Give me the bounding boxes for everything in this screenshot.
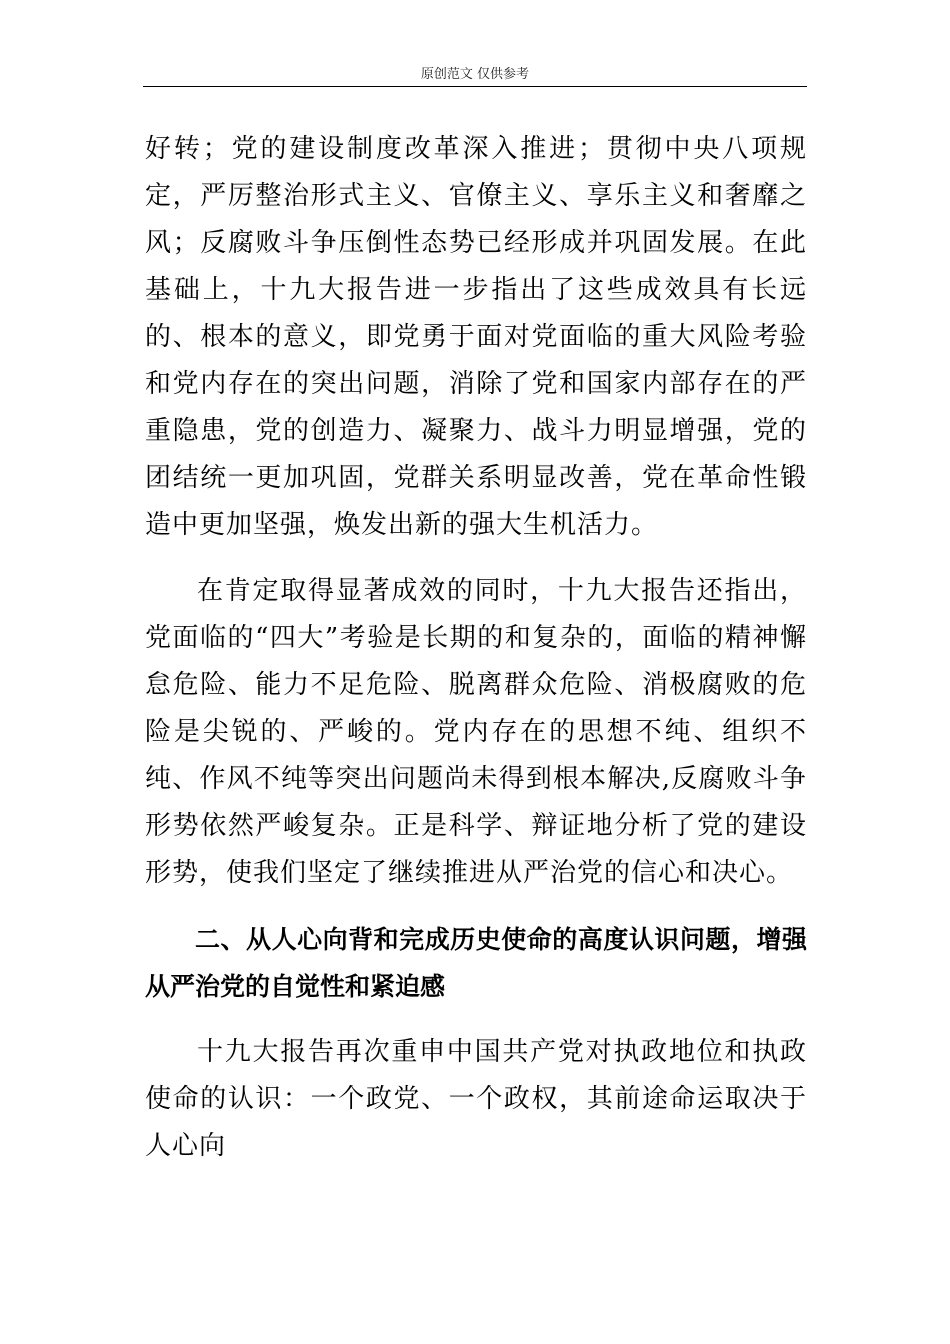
header-rule (143, 86, 807, 87)
document-body (145, 126, 807, 1170)
paragraph-continued: 好转；党的建设制度改革深入推进；贯彻中央八项规定，严厉整治形式主义、官僚主义、享乐主义和奢靡之风；反腐败斗争压倒性态势已经形成并巩固发展。在此基础上，十九大报告进一步指出了这些成效具有长远的、根本的意义，即党勇于面对党面临的重大风险考验和党内存在的突出问题，消除了党和国家内部存在的严重隐患，党的创造力、凝聚力、战斗力明显增强，党的团结统一更加巩固，党群关系明显改善，党在革命性锻造中更加坚强，焕发出新的强大生机活力。 (145, 134, 807, 540)
paragraph: 十九大报告再次重申中国共产党对执政地位和执政使命的认识：一个政党、一个政权，其前途命运取决于人心向 (145, 1037, 807, 1161)
section-heading: 二、从人心向背和完成历史使命的高度认识问题，增强从严治党的自觉性和紧迫感 (145, 925, 807, 1001)
paragraph: 在肯定取得显著成效的同时，十九大报告还指出，党面临的“四大”考验是长期的和复杂的，面临的精神懈怠危险、能力不足危险、脱离群众危险、消极腐败的危险是尖锐的、严峻的。党内存在的思想不纯、组织不纯、作风不纯等突出问题尚未得到根本解决,反腐败斗争形势依然严峻复杂。正是科学、辩证地分析了党的建设形势，使我们坚定了继续推进从严治党的信心和决心。 (145, 576, 807, 888)
page-header: 原创范文 仅供参考 (420, 67, 530, 82)
